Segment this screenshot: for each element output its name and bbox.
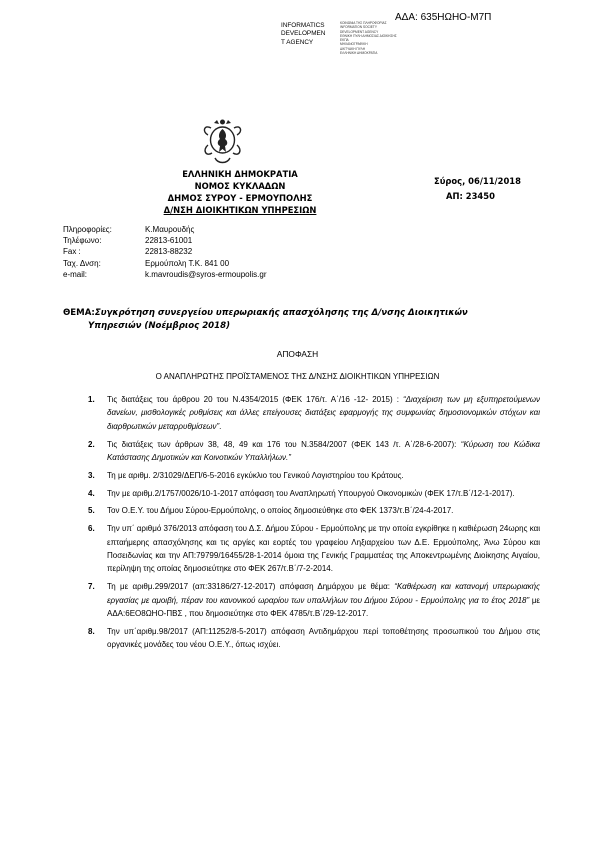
item-text: Τη με αριθμ.299/2017 (απ:33186/27-12-2017) απόφαση Δημάρχου με θέμα:: [107, 582, 395, 592]
agency-logo-small-text: [340, 21, 397, 55]
agency-tiny-line: ΕΛΛΗΝΙΚΗ ΔΗΜΟΚΡΑΤΙΑ: [340, 51, 378, 56]
contact-label: Ταχ. Δνση:: [63, 258, 101, 268]
list-item: [80, 487, 540, 500]
item-number: 6.: [88, 524, 95, 534]
contact-row: [63, 246, 267, 257]
item-number: 1.: [88, 395, 95, 404]
contact-value: Κ.Μαυρουδής: [145, 225, 195, 234]
contact-value: 22813-88232: [145, 247, 193, 257]
list-item: [80, 625, 540, 652]
item-text: Τις διατάξεις του άρθρου 20 του Ν.4354/2015 (ΦΕΚ 176/τ. Α΄/16 -12- 2015) :: [107, 395, 403, 404]
item-italic-text: “Καθιέρωση και κατανομή υπερωριακής εργασίας με αμοιβή, πέραν του κανονικού ωραρίου των υπαλλήλων του Δήμου Σύρου - Ερμούπολης για το έτος 2018”: [107, 582, 541, 605]
ada-code: ΑΔΑ: 635ΗΩΗΟ-Μ7Π: [395, 12, 492, 23]
header-line-republic: ΕΛΛΗΝΙΚΗ ΔΗΜΟΚΡΑΤΙΑ: [182, 169, 298, 179]
subject-block: [63, 307, 538, 333]
contact-details: [63, 224, 267, 280]
list-item: [80, 580, 540, 620]
item-text: Την υπ΄αριθμ.98/2017 (ΑΠ:11252/8-5-2017) απόφαση Αντιδημάρχου περί τοποθέτησης προσωπικού του Δήμου στις οργανικές μονάδες του νέου Ο.Ε.Υ., όπως ισχύει.: [107, 626, 540, 650]
item-text: Τις διατάξεις των άρθρων 38, 48, 49 και 176 του Ν.3584/2007 (ΦΕΚ 143 /τ. Α΄/28-6-2007):: [107, 439, 461, 449]
subject-text-cont: Υπηρεσιών (Νοέμβριος 2018): [88, 321, 231, 331]
list-item: [80, 469, 540, 482]
agency-tiny-line: ΕΘΝΙΚΗ ΠΥΛΗ ΔΗΜΟΣΙΑΣ ΔΙΟΙΚΗΣΗΣ: [340, 33, 397, 38]
item-italic-text: “Διαχείριση των μη εξυπηρετούμενων δανείων, μισθολογικές ρυθμίσεις και άλλες επείγουσες διατάξεις εφαρμογής της συμφωνίας δημοσιονομικών στόχων και διαρθρωτικών μεταρρυθμίσεων”: [107, 395, 541, 431]
list-item: [80, 522, 540, 576]
contact-row: [63, 224, 267, 235]
agency-tiny-line: ΕΚΠΑ: [340, 38, 349, 43]
agency-tiny-line: DEVELOPMENT AGENCY: [340, 29, 379, 34]
contact-label: e-mail:: [63, 269, 88, 279]
contact-email: k.mavroudis@syros-ermoupolis.gr: [145, 269, 267, 279]
considerations-list: [80, 393, 540, 656]
header-line-municipality: ΔΗΜΟΣ ΣΥΡΟΥ - ΕΡΜΟΥΠΟΛΗΣ: [167, 193, 313, 203]
protocol-number: ΑΠ: 23450: [446, 191, 495, 201]
subject-text: Συγκρότηση συνεργείου υπερωριακής απασχόλησης της Δ/νσης Διοικητικών: [94, 308, 468, 318]
agency-line: T AGENCY: [281, 38, 314, 46]
agency-tiny-line: INFORMATION SOCIETY: [340, 25, 377, 30]
item-number: 7.: [88, 582, 95, 592]
item-number: 2.: [88, 439, 95, 449]
agency-tiny-line: ΚΟΙΝΩΝΙΑ ΤΗΣ ΠΛΗΡΟΦΟΡΙΑΣ: [340, 21, 387, 25]
document-reference: [434, 174, 521, 204]
header-line-directorate: Δ/ΝΣΗ ΔΙΟΙΚΗΤΙΚΩΝ ΥΠΗΡΕΣΙΩΝ: [163, 205, 317, 215]
contact-value: Ερμούπολη Τ.Κ. 841 00: [145, 258, 230, 268]
contact-label: Τηλέφωνο:: [63, 236, 102, 246]
contact-row: [63, 269, 267, 280]
subject-label: ΘΕΜΑ:: [63, 308, 95, 318]
item-number: 4.: [88, 488, 95, 498]
issuer-header: [140, 168, 340, 216]
agency-tiny-line: ΜΗΧΑΝΟΓΡΑΦΙΚΗ: [340, 42, 368, 47]
agency-line: DEVELOPMEN: [281, 30, 326, 38]
header-line-prefecture: ΝΟΜΟΣ ΚΥΚΛΑΔΩΝ: [194, 181, 286, 191]
agency-logo-text: [281, 22, 325, 47]
contact-value: 22813-61001: [145, 236, 193, 246]
item-text-tail: .: [219, 421, 222, 431]
subject-line: [63, 307, 538, 320]
item-text: Την υπ΄ αριθμό 376/2013 απόφαση του Δ.Σ. Δήμου Σύρου - Ερμούπολης με την οποία εγκρίθηκε η καθιέρωση 24ωρης και επταήμερης απασχόλησης και τις αργίες και εορτές του γραφείου Ληξιαρχείου των Δ.Ε. Ερμούπολης, Άνω Σύρου και Ποσειδωνίας και την ΑΠ:79799/16455/28-1-2014 όμοια της Γενικής Γραμματέας της Αποκεντρωμένης Διοίκησης Αιγαίου, περίληψη της οποίας δημοσιεύτηκε στο ΦΕΚ 267/τ.Β΄/7-2-2014.: [107, 524, 540, 574]
item-text: Την με αριθμ.2/1757/0026/10-1-2017 απόφαση του Αναπληρωτή Υπουργού Οικονομικών (ΦΕΚ 17/τ.Β΄/12-1-2017).: [107, 488, 515, 498]
item-number: 3.: [88, 470, 95, 480]
list-item: [80, 504, 540, 517]
contact-label: Fax :: [63, 247, 81, 257]
official-title: Ο ΑΝΑΠΛΗΡΩΤΗΣ ΠΡΟΪΣΤΑΜΕΝΟΣ ΤΗΣ Δ/ΝΣΗΣ ΔΙΟΙΚΗΤΙΚΩΝ ΥΠΗΡΕΣΙΩΝ: [155, 372, 440, 381]
contact-row: [63, 235, 267, 246]
list-item: [80, 393, 540, 433]
item-italic-text: “Κύρωση του Κώδικα Κατάστασης Δημοτικών και Κοινοτικών Υπαλλήλων.”: [107, 439, 540, 463]
item-number: 8.: [88, 626, 95, 636]
agency-tiny-line: ΔΙΚΤΥΑΚΗ ΠΥΛΗ: [340, 46, 366, 51]
list-item: [80, 438, 540, 465]
item-number: 5.: [88, 506, 95, 516]
contact-label: Πληροφορίες:: [63, 225, 112, 234]
greek-emblem-icon: [200, 118, 245, 166]
decision-title: ΑΠΟΦΑΣΗ: [276, 349, 319, 359]
item-text: Τον Ο.Ε.Υ. του Δήμου Σύρου-Ερμούπολης, ο οποίος δημοσιεύθηκε στο ΦΕΚ 1373/τ.Β΄/24-4-2017.: [107, 506, 454, 516]
document-date: Σύρος, 06/11/2018: [434, 176, 521, 186]
item-text: Τη με αριθμ. 2/31029/ΔΕΠ/6-5-2016 εγκύκλιο του Γενικού Λογιστηρίου του Κράτους.: [107, 470, 404, 480]
item-text-tail: με ΑΔΑ:6ΕΟ8ΩΗΟ-ΠΒΣ , που δημοσιεύτηκε στο ΦΕΚ 4785/τ.Β΄/29-12-2017.: [107, 595, 540, 619]
contact-row: [63, 258, 267, 269]
agency-line: INFORMATICS: [281, 22, 325, 29]
